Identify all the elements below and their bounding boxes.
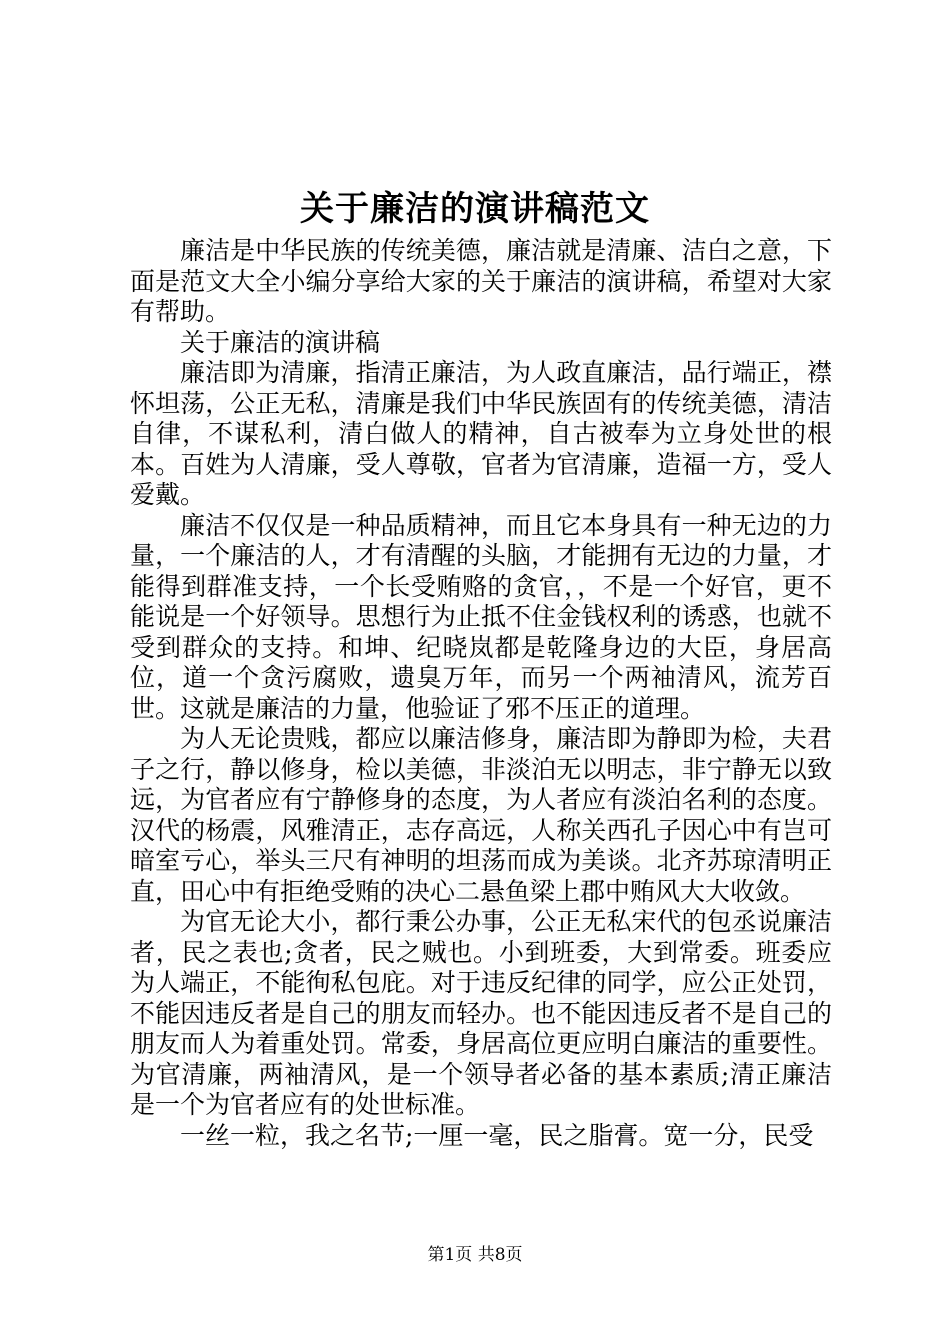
paragraph-intro: 廉洁是中华民族的传统美德，廉洁就是清廉、洁白之意，下面是范文大全小编分享给大家的关于廉洁的演讲稿，希望对大家有帮助。 [130,236,832,326]
document-title: 关于廉洁的演讲稿范文 [300,189,650,229]
paragraph: 廉洁不仅仅是一种品质精神，而且它本身具有一种无边的力量，一个廉洁的人，才有清醒的头脑，才能拥有无边的力量，才能得到群准支持，一个长受贿赂的贪官，，不是一个好官，更不能说是一个好领导。思想行为止抵不住金钱权利的诱惑，也就不受到群众的支持。和坤、纪晓岚都是乾隆身边的大臣，身居高位，道一个贪污腐败，遗臭万年，而另一个两袖清风，流芳百世。这就是廉洁的力量，他验证了邪不压正的道理。 [130,510,832,723]
paragraph: 为官无论大小，都行秉公办事，公正无私宋代的包丞说廉洁者，民之表也;贪者，民之贼也。小到班委，大到常委。班委应为人端正，不能徇私包庇。对于违反纪律的同学，应公正处罚，不能因违反者是自己的朋友而轻办。也不能因违反者不是自己的朋友而人为着重处罚。常委，身居高位更应明白廉洁的重要性。为官清廉，两袖清风，是一个领导者必备的基本素质;清正廉洁是一个为官者应有的处世标准。 [130,907,832,1119]
paragraph: 廉洁即为清廉，指清正廉洁，为人政直廉洁，品行端正，襟怀坦荡，公正无私，清廉是我们中华民族固有的传统美德，清洁自律，不谋私利，清白做人的精神，自古被奉为立身处世的根本。百姓为人清廉，受人尊敬，官者为官清廉，造福一方，受人爱戴。 [130,358,832,509]
paragraph-subtitle: 关于廉洁的演讲稿 [180,327,381,357]
paragraph: 一丝一粒，我之名节;一厘一毫，民之脂膏。宽一分，民受 [180,1120,814,1150]
page-footer: 第1页 共8页 [427,1245,523,1265]
document-body [130,236,832,1151]
paragraph: 为人无论贵贱，都应以廉洁修身，廉洁即为静即为检，夫君子之行，静以修身，检以美德，非淡泊无以明志，非宁静无以致远，为官者应有宁静修身的态度，为人者应有淡泊名利的态度。汉代的杨震，风雅清正，志存高远，人称关西孔子因心中有岂可暗室亏心，举头三尺有神明的坦荡而成为美谈。北齐苏琼清明正直，田心中有拒绝受贿的决心二悬鱼梁上郡中贿风大大收敛。 [130,724,832,906]
